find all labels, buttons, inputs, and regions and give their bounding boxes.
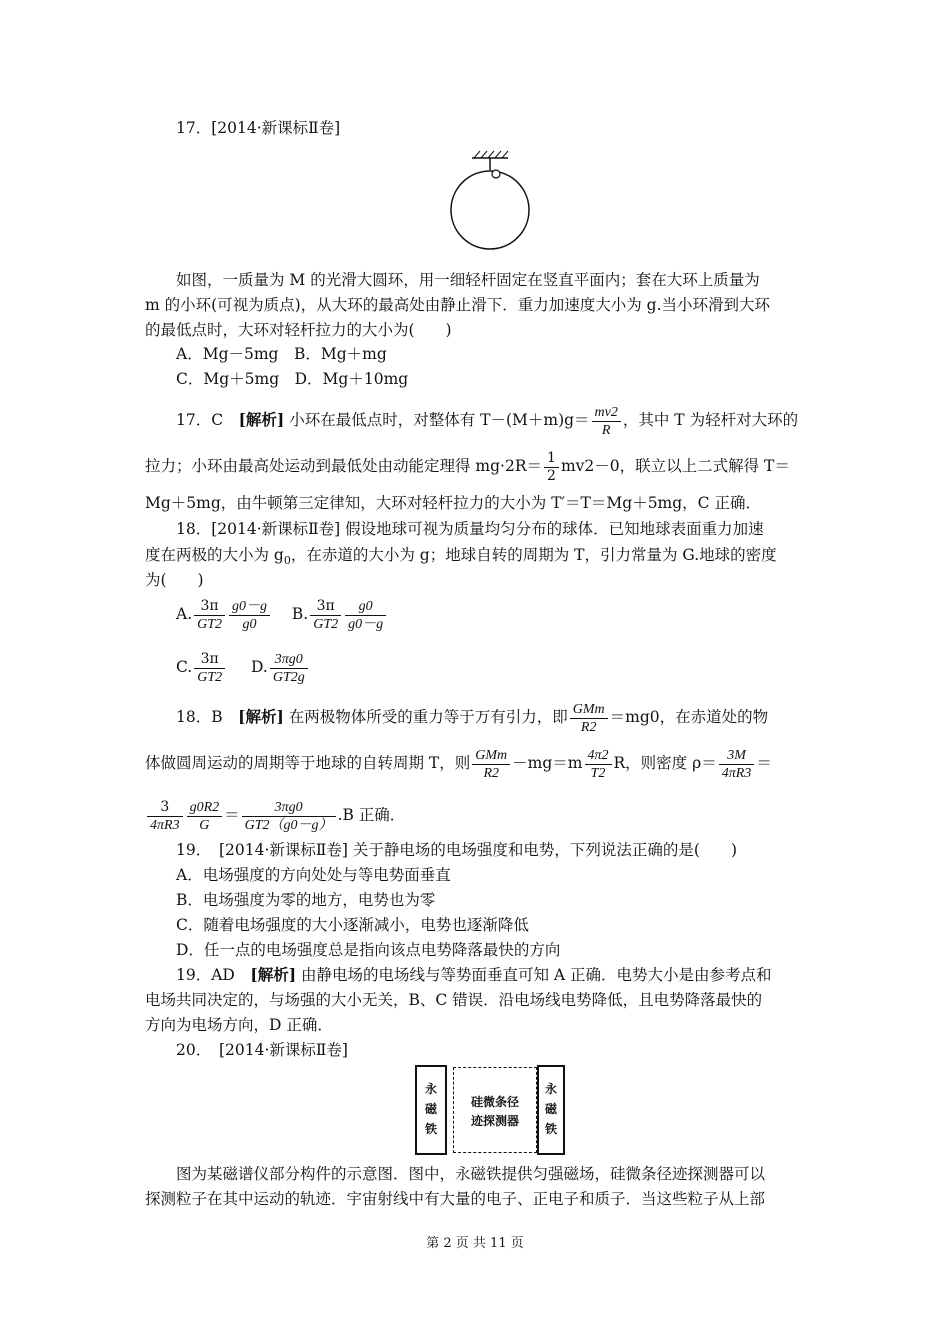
page-footer: 第 2 页 共 11 页 [426,1236,524,1251]
q20-line1: 图为某磁谱仪部分构件的示意图．图中，永磁铁提供匀强磁场，硅微条径迹探测器可以 [176,1165,766,1183]
fraction: $\frac{3\pi}{GT2}$ [194,651,225,686]
magnet-right: 永 磁 铁 [537,1065,565,1155]
q18-option-cd: C. $\frac{3\pi}{GT2}$ D. $\frac{3\pi g0}{GT2g}$ [176,647,310,687]
q17-options-cd: C．Mg＋5mg D．Mg＋10mg [176,370,409,388]
q17-line1: 如图，一质量为 M 的光滑大圆环，用一细轻杆固定在竖直平面内；套在大环上质量为 [176,271,760,289]
a17-line3: Mg＋5mg，由牛顿第三定律知，大环对轻杆拉力的大小为 T′＝T＝Mg＋5mg，C 正确． [145,494,761,512]
fraction: $\frac{g0}{g0-g}$ [345,598,386,633]
fraction: $\frac{3}{4\pi R3}$ [147,799,183,834]
q19-option-b: B．电场强度为零的地方，电势也为零 [176,891,436,909]
a17-line1: 17．C [解析] 小环在最低点时，对整体有 T－(M＋m)g＝ $\frac{mv2}{R}$ ，其中 T 为轻杆对大环的 [176,404,799,438]
q20-header: 20． [2014·新课标Ⅱ卷] [176,1041,348,1059]
ring-diagram-icon [450,150,530,256]
q18-line2: 度在两极的大小为 $g_0$，在赤道的大小为 g；地球自转的周期为 T，引力常量为 G.地球的密度 [145,546,777,567]
a18-line3: $\frac{3}{4\pi R3}$ $\frac{g0R2}{G}$ ＝ $\frac{3\pi g0}{GT2(g0-g)}$ .B 正确． [145,795,405,835]
fraction: $\frac{3\pi g0}{GT2(g0-g)}$ [242,799,336,834]
a19-line3: 方向为电场方向，D 正确． [145,1016,333,1034]
a19-line1: 19．AD [解析] 由静电场的电场线与等势面垂直可知 A 正确．电势大小是由参考点和 [176,965,772,984]
q19-option-c: C．随着电场强度的大小逐渐减小，电势也逐渐降低 [176,916,529,934]
fraction: $\frac{3M}{4\pi R3}$ [719,747,755,782]
q17-line3: 的最低点时，大环对轻杆拉力的大小为( ) [145,321,452,339]
fraction: $\frac{1}{2}$ [544,450,559,485]
fraction: $\frac{3\pi}{GT2}$ [310,598,341,633]
q19-option-a: A．电场强度的方向处处与等电势面垂直 [176,866,451,884]
fraction: $\frac{4\pi 2}{T2}$ [585,747,612,782]
q17-header: 17．[2014·新课标Ⅱ卷] [176,119,341,137]
magnet-left: 永 磁 铁 [415,1065,447,1155]
q17-options-ab: A．Mg－5mg B．Mg＋mg [176,345,387,363]
q20-line2: 探测粒子在其中运动的轨迹．宇宙射线中有大量的电子、正电子和质子．当这些粒子从上部 [145,1190,766,1208]
fraction: $\frac{\text{GMm}}{R2}$ [472,747,510,782]
q18-line1: 18．[2014·新课标Ⅱ卷] 假设地球可视为质量均匀分布的球体．已知地球表面重力加速 [176,520,764,538]
q17-line2: m 的小环(可视为质点)，从大环的最高处由静止滑下．重力加速度大小为 g.当小环滑到大环 [145,296,770,314]
fraction: $\frac{\text{GMm}}{R2}$ [570,701,608,736]
analysis-tag: [解析] [250,965,297,984]
q19-option-d: D．任一点的电场强度总是指向该点电势降落最快的方向 [176,941,561,959]
fraction: $\frac{g0R2}{G}$ [187,799,223,834]
silicon-detector: 硅微条径 迹探测器 [453,1067,537,1153]
fraction: $\frac{3\pi}{GT2}$ [194,598,225,633]
a18-line1: 18．B [解析] 在两极物体所受的重力等于万有引力，即 $\frac{\text{GMm}}{R2}$ ＝mg0，在赤道处的物 [176,701,769,735]
fraction: $\frac{mv2}{R}$ [592,404,621,439]
analysis-tag: [解析] [238,410,285,429]
q18-line3: 为( ) [145,571,204,589]
q19-line1: 19． [2014·新课标Ⅱ卷] 关于静电场的电场强度和电势，下列说法正确的是( ) [176,841,737,859]
a18-line2: 体做圆周运动的周期等于地球的自转周期 T，则 $\frac{\text{GMm}}{R2}$ －mg＝m $\frac{4\pi 2}{T2}$ R，则密度 ρ＝ $\frac{3M}{4\pi R3}$ ＝ [145,747,772,781]
magnetic-spectrometer-figure [415,1065,565,1155]
fraction: $\frac{g0-g}{g0}$ [229,598,270,633]
q18-option-ab: A. $\frac{3\pi}{GT2}$ $\frac{g0-g}{g0}$ B. $\frac{3\pi}{GT2}$ $\frac{g0}{g0-g}$ [176,594,388,634]
a19-line2: 电场共同决定的，与场强的大小无关，B、C 错误．沿电场线电势降低，且电势降落最快的 [145,991,763,1009]
fraction: $\frac{3\pi g0}{GT2g}$ [270,651,308,686]
analysis-tag: [解析] [238,707,284,726]
ring-figure [450,150,530,256]
a17-line2: 拉力；小环由最高处运动到最低处由动能定理得 mg·2R＝ $\frac{1}{2}$ mv2－0，联立以上二式解得 T＝ [145,449,790,484]
